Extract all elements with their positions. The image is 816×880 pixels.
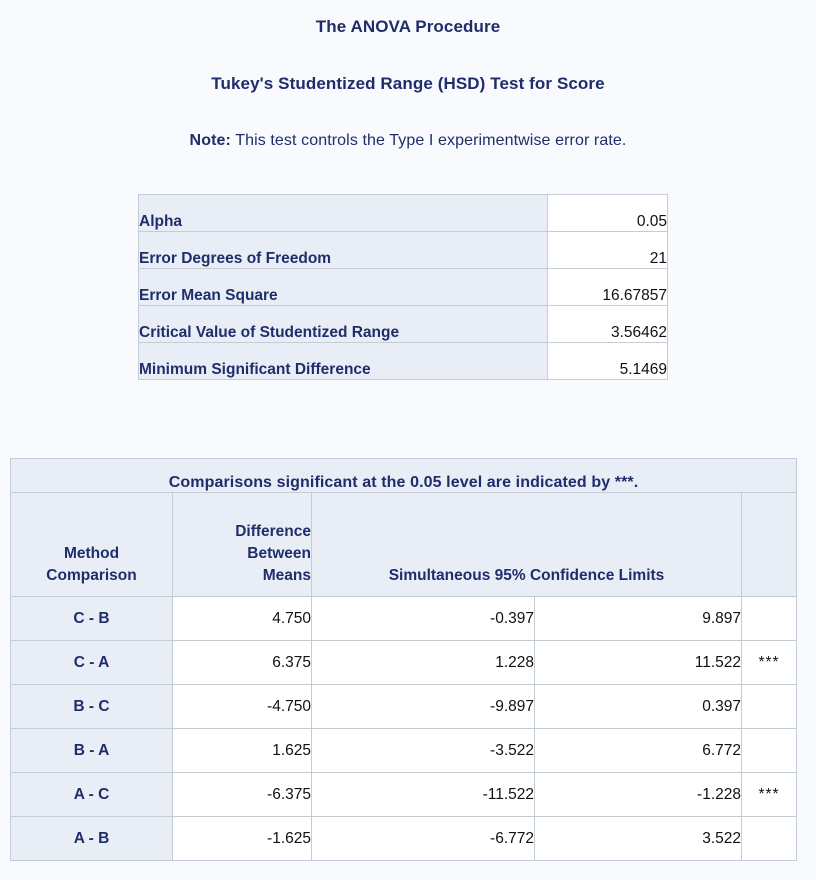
param-label-critical-value: Critical Value of Studentized Range bbox=[139, 306, 548, 343]
param-value-error-df: 21 bbox=[548, 232, 668, 269]
cell-significance-flag bbox=[742, 685, 797, 729]
cell-comparison: C - B bbox=[11, 597, 173, 641]
cell-lower-limit: -0.397 bbox=[312, 597, 535, 641]
param-label-error-mean-square: Error Mean Square bbox=[139, 269, 548, 306]
table-row bbox=[139, 232, 668, 269]
parameters-table bbox=[138, 194, 668, 380]
param-label-min-significant-difference: Minimum Significant Difference bbox=[139, 343, 548, 380]
cell-significance-flag bbox=[742, 597, 797, 641]
cell-significance-flag bbox=[742, 817, 797, 861]
difference-line-3: Means bbox=[262, 567, 311, 584]
cell-difference: -6.375 bbox=[173, 773, 312, 817]
table-row bbox=[11, 817, 797, 861]
cell-upper-limit: 11.522 bbox=[535, 641, 742, 685]
cell-upper-limit: -1.228 bbox=[535, 773, 742, 817]
note-line bbox=[0, 94, 816, 150]
param-value-min-significant-difference: 5.1469 bbox=[548, 343, 668, 380]
table-row bbox=[139, 306, 668, 343]
cell-lower-limit: -11.522 bbox=[312, 773, 535, 817]
cell-upper-limit: 6.772 bbox=[535, 729, 742, 773]
difference-line-2: Between bbox=[247, 545, 311, 562]
test-title: Tukey's Studentized Range (HSD) Test for Score bbox=[211, 74, 605, 93]
table-row bbox=[11, 685, 797, 729]
table-row bbox=[139, 269, 668, 306]
parameters-table-wrapper bbox=[138, 194, 668, 380]
cell-lower-limit: -9.897 bbox=[312, 685, 535, 729]
cell-difference: -4.750 bbox=[173, 685, 312, 729]
comparisons-table-body bbox=[11, 597, 797, 861]
cell-significance-flag bbox=[742, 729, 797, 773]
cell-lower-limit: -3.522 bbox=[312, 729, 535, 773]
cell-comparison: C - A bbox=[11, 641, 173, 685]
table-row bbox=[139, 195, 668, 232]
cell-upper-limit: 3.522 bbox=[535, 817, 742, 861]
column-header-significance-flag bbox=[742, 493, 797, 597]
cell-upper-limit: 0.397 bbox=[535, 685, 742, 729]
note-label: Note: bbox=[189, 132, 231, 149]
method-comparison-line-2: Comparison bbox=[46, 567, 137, 584]
column-header-difference-between-means bbox=[173, 493, 312, 597]
cell-comparison: A - C bbox=[11, 773, 173, 817]
cell-lower-limit: -6.772 bbox=[312, 817, 535, 861]
cell-difference: -1.625 bbox=[173, 817, 312, 861]
cell-comparison: B - A bbox=[11, 729, 173, 773]
comparisons-table-wrapper bbox=[10, 458, 797, 861]
page-title: The ANOVA Procedure bbox=[315, 17, 501, 36]
param-value-alpha: 0.05 bbox=[548, 195, 668, 232]
comparisons-table-head bbox=[11, 459, 797, 597]
column-header-confidence-limits: Simultaneous 95% Confidence Limits bbox=[312, 493, 742, 597]
comparisons-caption-row bbox=[11, 459, 797, 493]
param-label-alpha: Alpha bbox=[139, 195, 548, 232]
method-comparison-line-1: Method bbox=[63, 545, 120, 562]
table-row bbox=[11, 641, 797, 685]
table-row bbox=[11, 597, 797, 641]
column-header-method-comparison bbox=[11, 493, 173, 597]
note-text: This test controls the Type I experimentwise error rate. bbox=[235, 132, 627, 149]
param-label-error-df: Error Degrees of Freedom bbox=[139, 232, 548, 269]
difference-line-1: Difference bbox=[235, 523, 311, 540]
cell-difference: 1.625 bbox=[173, 729, 312, 773]
parameters-table-body bbox=[139, 195, 668, 380]
param-value-error-mean-square: 16.67857 bbox=[548, 269, 668, 306]
cell-lower-limit: 1.228 bbox=[312, 641, 535, 685]
table-row bbox=[11, 729, 797, 773]
cell-difference: 6.375 bbox=[173, 641, 312, 685]
comparisons-header-row bbox=[11, 493, 797, 597]
cell-upper-limit: 9.897 bbox=[535, 597, 742, 641]
cell-significance-flag: *** bbox=[742, 773, 797, 817]
comparisons-table bbox=[10, 458, 797, 861]
comparisons-caption: Comparisons significant at the 0.05 level are indicated by ***. bbox=[11, 459, 797, 493]
param-value-critical-value: 3.56462 bbox=[548, 306, 668, 343]
cell-comparison: A - B bbox=[11, 817, 173, 861]
table-row bbox=[139, 343, 668, 380]
cell-difference: 4.750 bbox=[173, 597, 312, 641]
cell-comparison: B - C bbox=[11, 685, 173, 729]
table-row bbox=[11, 773, 797, 817]
cell-significance-flag: *** bbox=[742, 641, 797, 685]
